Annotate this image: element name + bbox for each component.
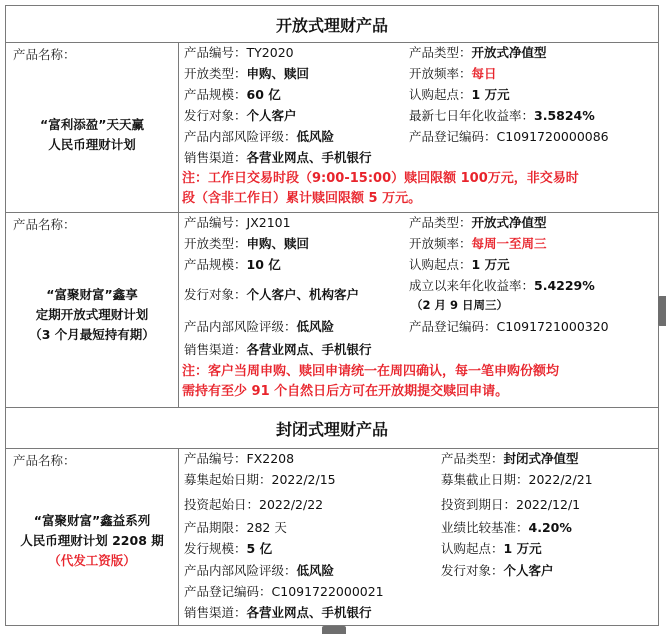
product-scale-field: 产品规模：60 亿: [184, 87, 281, 102]
product-name-line: 定期开放式理财计划: [35, 307, 149, 322]
product-name: [6, 511, 178, 571]
min-subscription-field: 认购起点：1 万元: [409, 257, 510, 272]
yield-date-note: （2 月 9 日周三）: [411, 298, 509, 312]
product-type-field: 产品类型：开放式净值型: [409, 45, 547, 60]
open-type-field: 开放类型：申购、赎回: [184, 236, 310, 251]
product-name-cell: [6, 43, 179, 212]
product-code-field: 产品编号：FX2208: [184, 451, 295, 466]
registration-code-field: 产品登记编码：C1091720000086: [409, 129, 609, 144]
open-type-field: 开放类型：申购、赎回: [184, 66, 310, 81]
sales-channel-field: 销售渠道：各营业网点、手机银行: [184, 150, 372, 165]
sales-channel-field: 销售渠道：各营业网点、手机银行: [184, 342, 372, 357]
raise-start-field: 募集起始日期：2022/2/15: [184, 472, 336, 487]
product-name: [6, 115, 178, 155]
registration-code-field: 产品登记编码：C1091721000320: [409, 319, 609, 334]
open-frequency-field: 开放频率：每周一至周三: [409, 236, 547, 251]
product-name-tag: （代发工资版）: [48, 553, 136, 568]
product-name-label: 产品名称：: [13, 453, 76, 468]
min-subscription-field: 认购起点：1 万元: [409, 87, 510, 102]
product-code-field: 产品编号：JX2101: [184, 215, 291, 230]
section-title-closed: [5, 408, 659, 449]
section-title-open: [5, 5, 659, 43]
product-type-field: 产品类型：封闭式净值型: [441, 451, 579, 466]
section-title-closed-text: 封闭式理财产品: [275, 419, 388, 439]
product-name-line: “富聚财富”鑫享: [46, 287, 138, 302]
product-name-label: 产品名称：: [13, 217, 76, 232]
product-detail-cell: [179, 43, 658, 212]
product-note-line: 需持有至少 91 个自然日后方可在开放期提交赎回申请。: [182, 384, 509, 399]
product-name-line: （3 个月最短持有期）: [29, 327, 155, 342]
product-row-ty2020: [5, 43, 659, 213]
target-customer-field: 发行对象：个人客户、机构客户: [184, 287, 360, 302]
product-name-label: 产品名称：: [13, 47, 76, 62]
product-name-line: “富聚财富”鑫益系列: [33, 513, 151, 528]
product-note: [182, 362, 655, 402]
risk-rating-field: 产品内部风险评级：低风险: [184, 563, 335, 578]
issue-scale-field: 发行规模：5 亿: [184, 541, 273, 556]
sales-channel-field: 销售渠道：各营业网点、手机银行: [184, 605, 372, 620]
yield-field: 最新七日年化收益率：3.5824%: [409, 108, 595, 123]
product-type-field: 产品类型：开放式净值型: [409, 215, 547, 230]
product-name: [6, 285, 178, 345]
product-detail-cell: [179, 449, 658, 625]
min-subscription-field: 认购起点：1 万元: [441, 541, 542, 556]
risk-rating-field: 产品内部风险评级：低风险: [184, 319, 335, 334]
product-name-cell: [6, 213, 179, 407]
product-note-line: 注：工作日交易时段（9:00-15:00）赎回限额 100万元，非交易时: [182, 171, 579, 186]
risk-rating-field: 产品内部风险评级：低风险: [184, 129, 335, 144]
side-expand-handle[interactable]: [658, 296, 666, 326]
product-code-field: 产品编号：TY2020: [184, 45, 294, 60]
product-detail-cell: [179, 213, 658, 407]
product-note-line: 注：客户当周申购、赎回申请统一在周四确认，每一笔申购份额均: [182, 364, 560, 379]
product-row-fx2208: [5, 449, 659, 626]
target-customer-field: 发行对象：个人客户: [184, 108, 297, 123]
term-field: 产品期限：282 天: [184, 520, 287, 535]
product-note-line: 段（含非工作日）累计赎回限额 5 万元。: [182, 191, 422, 206]
registration-code-field: 产品登记编码：C1091722000021: [184, 584, 384, 599]
open-frequency-field: 开放频率：每日: [409, 66, 497, 81]
raise-end-field: 募集截止日期：2022/2/21: [441, 472, 593, 487]
bottom-expand-handle[interactable]: [322, 626, 346, 634]
product-name-line: 人民币理财计划: [48, 137, 136, 152]
product-document: [5, 5, 659, 626]
invest-end-field: 投资到期日：2022/12/1: [441, 497, 581, 512]
product-row-jx2101: [5, 213, 659, 408]
product-scale-field: 产品规模：10 亿: [184, 257, 281, 272]
product-name-line: 人民币理财计划 2208 期: [20, 533, 164, 548]
product-name-cell: [6, 449, 179, 625]
benchmark-field: 业绩比较基准：4.20%: [441, 520, 572, 535]
invest-start-field: 投资起始日：2022/2/22: [184, 497, 324, 512]
product-note: [182, 169, 655, 209]
section-title-open-text: 开放式理财产品: [275, 15, 388, 35]
target-customer-field: 发行对象：个人客户: [441, 563, 554, 578]
yield-field: 成立以来年化收益率：5.4229%: [409, 278, 595, 293]
product-name-line: “富利添盈”天天赢: [40, 117, 144, 132]
